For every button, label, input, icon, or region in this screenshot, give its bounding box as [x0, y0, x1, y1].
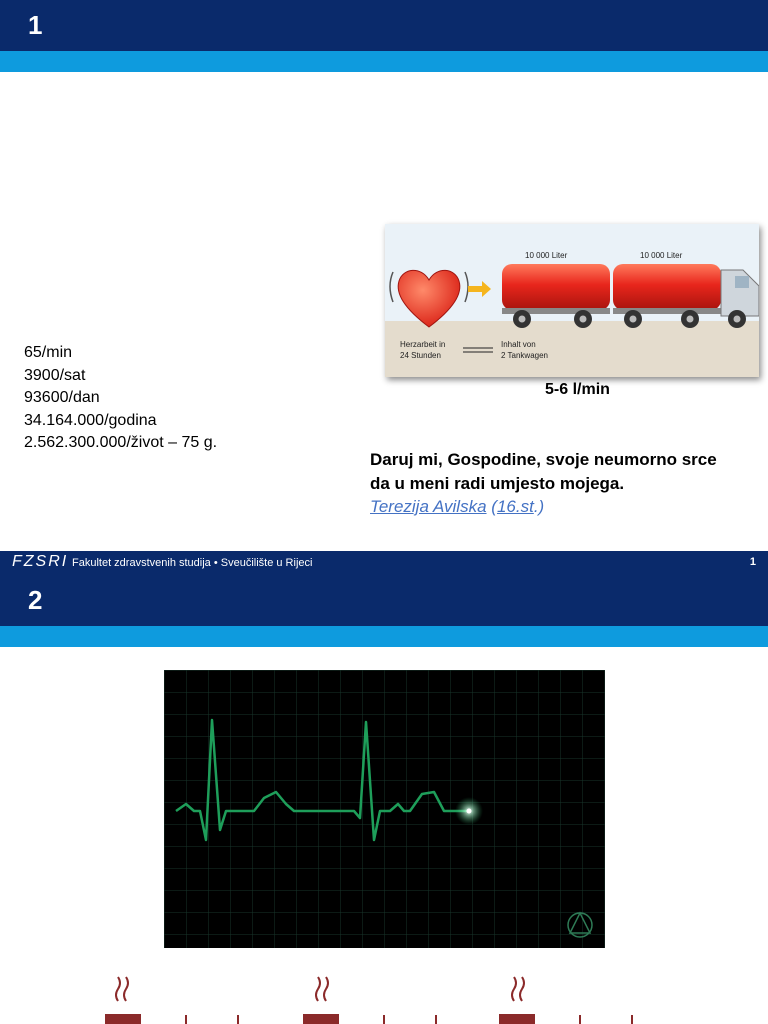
stat-per-day: 93600/dan — [24, 389, 100, 406]
coffee-cup-icon — [106, 977, 140, 1024]
author-link[interactable]: Terezija Avilska — [370, 497, 487, 516]
coffee-cups-illustration — [0, 975, 768, 1024]
coffee-cup-icon — [304, 977, 338, 1024]
stat-per-minute: 65/min — [24, 344, 73, 361]
tanker-diagram — [385, 224, 759, 377]
left-caption-2: 24 Stunden — [400, 351, 441, 360]
tank-2-label: 10 000 Liter — [640, 251, 683, 260]
stat-per-hour: 3900/sat — [24, 366, 86, 384]
quote-line-1: Daruj mi, Gospodine, svoje neumorno srce — [370, 450, 717, 469]
footer-text: Fakultet zdravstvenih studija • Sveučilište u Rijeci — [72, 557, 313, 569]
accent-bar — [0, 51, 768, 72]
tank-1 — [502, 264, 610, 310]
tanker-illustration — [385, 224, 759, 377]
coffee-cup-icon — [500, 977, 534, 1024]
quote — [370, 448, 717, 496]
title-bar — [0, 575, 768, 626]
quote-line-2: da u meni radi umjesto mojega. — [370, 474, 625, 493]
heartbeat-stats — [24, 342, 217, 455]
right-caption-2: 2 Tankwagen — [501, 351, 548, 360]
slide-number: 1 — [28, 10, 43, 40]
left-caption-1: Herzarbeit in — [400, 340, 446, 349]
tank-2 — [613, 264, 721, 310]
accent-bar — [0, 626, 768, 647]
citation-open: ( — [491, 497, 497, 516]
citation-close: .) — [533, 497, 545, 516]
faculty-logo: FZSRI — [12, 553, 69, 570]
footer-page-number: 1 — [749, 556, 756, 568]
coffee-cup-row — [0, 975, 768, 1024]
stat-per-life: 2.562.300.000/život – 75 g. — [24, 434, 218, 451]
flow-rate: 5-6 l/min — [545, 381, 610, 398]
tank-1-label: 10 000 Liter — [525, 251, 568, 260]
slide-footer — [0, 551, 768, 575]
title-bar — [0, 0, 768, 51]
slide-number: 2 — [28, 585, 43, 615]
century-link[interactable]: 16.st — [496, 497, 534, 516]
ecg-trace — [164, 670, 605, 948]
stat-per-year: 34.164.000/godina — [24, 411, 157, 429]
slide-2 — [0, 575, 768, 1024]
right-caption-1: Inhalt von — [501, 340, 536, 349]
ecg-monitor — [164, 670, 605, 948]
quote-citation — [370, 497, 544, 517]
